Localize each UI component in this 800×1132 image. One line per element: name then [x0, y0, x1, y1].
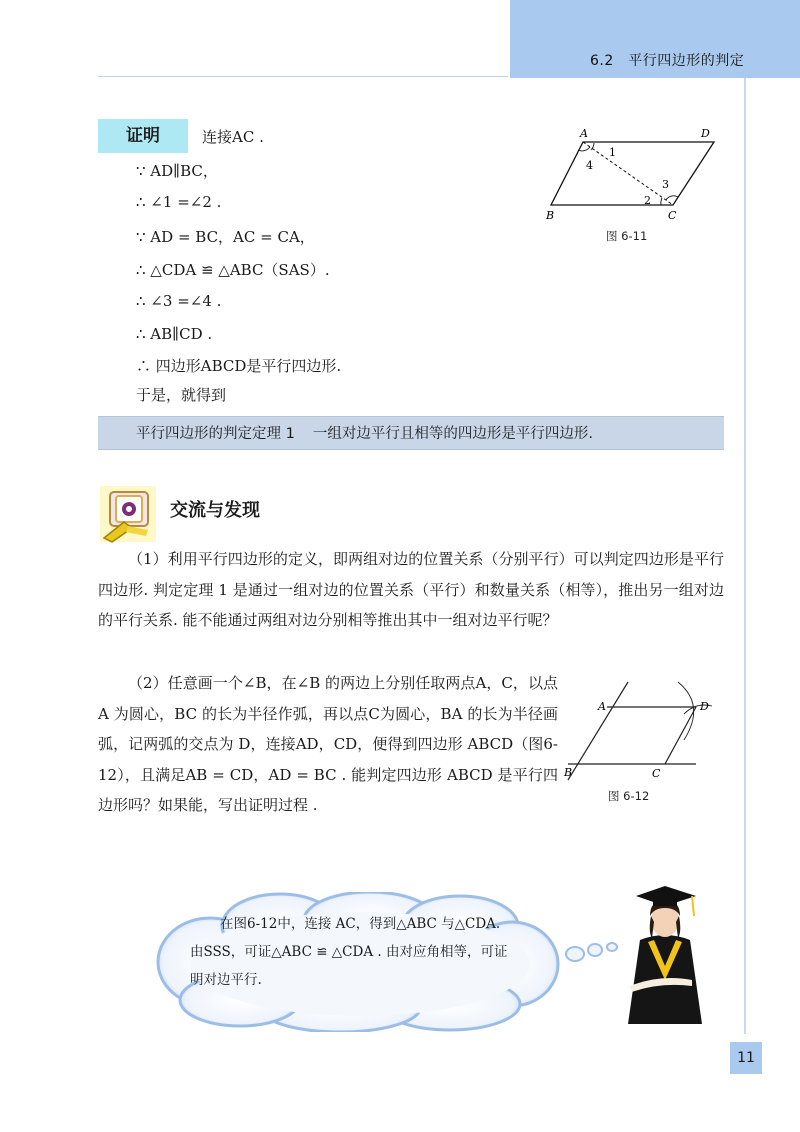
vertex-label-d: D	[700, 700, 709, 713]
discussion-paragraph-1: （1）利用平行四边形的定义，即两组对边的位置关系（分别平行）可以判定四边形是平行四边形. 判定定理 1 是通过一组对边的位置关系（平行）和数量关系（相等），推出另一组对边的平行关系. 能不能通过两组对边分别相等推出其中一组对边平行呢？	[98, 550, 724, 629]
theorem-name: 平行四边形的判定定理 1	[136, 426, 295, 442]
proof-line: 于是，就得到	[136, 386, 227, 404]
theorem-statement: 一组对边平行且相等的四边形是平行四边形.	[312, 426, 593, 442]
proof-line: ∴ 四边形ABCD是平行四边形.	[136, 357, 342, 375]
vertex-label-a: A	[580, 127, 588, 140]
graduate-student-illustration	[620, 882, 710, 1024]
proof-line: ∴ AB∥CD .	[136, 325, 213, 343]
vertex-label-b: B	[546, 209, 555, 222]
proof-badge: 证明	[98, 119, 188, 153]
proof-line: ∵ AD = BC，AC = CA，	[136, 228, 315, 246]
vertex-label-b: B	[564, 766, 573, 779]
header-rule	[98, 76, 508, 77]
discussion-paragraph-2: （2）任意画一个∠B，在∠B 的两边上分别任取两点A，C，以点 A 为圆心，BC 的长为半径作弧，再以点C为圆心，BA 的长为半径画弧，记两弧的交点为 D，连接AD，CD，便得到四边形 ABCD（图6-12），且满足AB = CD，AD = BC . 能判定四边形 ABCD 是平行四边形吗？如果能，写出证明过程 .	[98, 674, 558, 814]
side-rule	[744, 78, 746, 1034]
hint-text: 在图6-12中，连接 AC，得到△ABC 与△CDA. 由SSS，可证△ABC ≌ △CDA . 由对应角相等，可证明对边平行.	[190, 916, 508, 988]
proof-line: ∴ ∠3 =∠4 .	[136, 292, 222, 310]
page-number: 11	[730, 1042, 762, 1074]
proof-line: 连接AC .	[202, 128, 264, 146]
theorem-bar	[98, 416, 724, 450]
magnifier-icon	[98, 482, 160, 544]
figure-6-12	[560, 680, 730, 790]
vertex-label-c: C	[668, 209, 677, 222]
angle-label-1: 1	[609, 146, 616, 159]
figure-caption: 图 6-12	[608, 789, 650, 803]
proof-line: ∴ △CDA ≌ △ABC（SAS）.	[136, 261, 330, 279]
angle-label-3: 3	[662, 178, 669, 191]
vertex-label-c: C	[652, 767, 661, 780]
vertex-label-d: D	[701, 127, 710, 140]
figure-6-11	[538, 120, 738, 230]
proof-line: ∴ ∠1 =∠2 .	[136, 193, 222, 211]
figure-caption: 图 6-11	[606, 229, 648, 243]
vertex-label-a: A	[598, 700, 606, 713]
angle-label-2: 2	[644, 194, 651, 207]
proof-line: ∵ AD∥BC，	[136, 162, 218, 180]
section-title: 6.2 平行四边形的判定	[590, 53, 745, 69]
section-heading: 交流与发现	[170, 500, 260, 521]
angle-label-4: 4	[586, 159, 593, 172]
